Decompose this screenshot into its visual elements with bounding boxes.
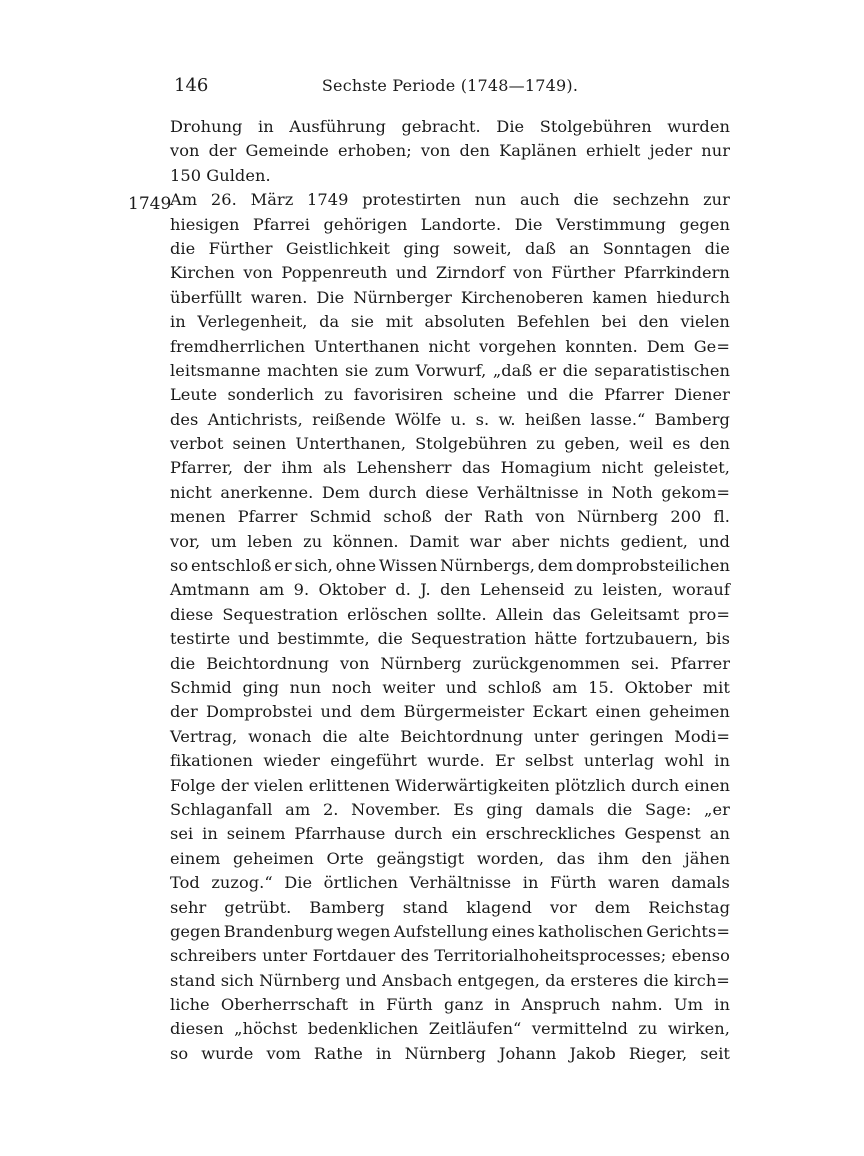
text-line: die Beichtordnung von Nürnberg zurückgenommen sei. Pfarrer: [170, 653, 730, 673]
text-line: vor, um leben zu können. Damit war aber nichts gedient, und: [170, 531, 730, 551]
text-line: überfüllt waren. Die Nürnberger Kirchenoberen kamen hiedurch: [170, 287, 730, 307]
body-text: [170, 115, 730, 1066]
text-line: fremdherrlichen Unterthanen nicht vorgehen konnten. Dem Ge=: [170, 336, 730, 356]
text-line: schreibers unter Fortdauer des Territorialhoheitsprocesses; ebenso: [170, 946, 730, 966]
text-line: des Antichrists, reißende Wölfe u. s. w. heißen lasse.“ Bamberg: [170, 409, 730, 429]
text-line: einem geheimen Orte geängstigt worden, das ihm den jähen: [170, 848, 730, 868]
text-line: Leute sonderlich zu favorisiren scheine und die Pfarrer Diener: [170, 385, 730, 405]
text-line: von der Gemeinde erhoben; von den Kaplänen erhielt jeder nur: [170, 141, 730, 161]
text-line: hiesigen Pfarrei gehörigen Landorte. Die Verstimmung gegen: [170, 214, 730, 234]
text-line: Tod zuzog.“ Die örtlichen Verhältnisse in Fürth waren damals: [170, 873, 730, 893]
text-line: verbot seinen Unterthanen, Stolgebühren zu geben, weil es den: [170, 434, 730, 454]
text-line: so entschloß er sich, ohne Wissen Nürnbergs, dem domprobsteilichen: [170, 556, 730, 576]
margin-year-note: 1749: [128, 194, 172, 214]
text-line: Schmid ging nun noch weiter und schloß am 15. Oktober mit: [170, 677, 730, 697]
text-line: Schlaganfall am 2. November. Es ging damals die Sage: „er: [170, 799, 730, 819]
text-line: Vertrag, wonach die alte Beichtordnung unter geringen Modi=: [170, 726, 730, 746]
text-line: der Domprobstei und dem Bürgermeister Eckart einen geheimen: [170, 702, 730, 722]
text-line: diesen „höchst bedenklichen Zeitläufen“ vermittelnd zu wirken,: [170, 1019, 730, 1039]
text-line: sei in seinem Pfarrhause durch ein erschreckliches Gespenst an: [170, 824, 730, 844]
text-line: Folge der vielen erlittenen Widerwärtigkeiten plötzlich durch einen: [170, 775, 730, 795]
text-line: so wurde vom Rathe in Nürnberg Johann Jakob Rieger, seit: [170, 1043, 730, 1063]
page-number: 146: [174, 75, 209, 96]
text-line: nicht anerkenne. Dem durch diese Verhältnisse in Noth gekom=: [170, 482, 730, 502]
text-line: gegen Brandenburg wegen Aufstellung eines katholischen Gerichts=: [170, 921, 730, 941]
text-line: Pfarrer, der ihm als Lehensherr das Homagium nicht geleistet,: [170, 458, 730, 478]
text-line: diese Sequestration erlöschen sollte. Allein das Geleitsamt pro=: [170, 604, 730, 624]
text-line: Kirchen von Poppenreuth und Zirndorf von Fürther Pfarrkindern: [170, 263, 730, 283]
text-line: sehr getrübt. Bamberg stand klagend vor dem Reichstag: [170, 897, 730, 917]
text-line: in Verlegenheit, da sie mit absoluten Befehlen bei den vielen: [170, 312, 730, 332]
text-line: leitsmanne machten sie zum Vorwurf, „daß er die separatistischen: [170, 360, 730, 380]
text-line: liche Oberherrschaft in Fürth ganz in Anspruch nahm. Um in: [170, 995, 730, 1015]
text-line: Drohung in Ausführung gebracht. Die Stolgebühren wurden: [170, 117, 730, 136]
text-line: menen Pfarrer Schmid schoß der Rath von Nürnberg 200 fl.: [170, 507, 730, 527]
text-line: fikationen wieder eingeführt wurde. Er selbst unterlag wohl in: [170, 751, 730, 771]
text-line: Amtmann am 9. Oktober d. J. den Lehenseid zu leisten, worauf: [170, 580, 730, 600]
running-head: Sechste Periode (1748—1749).: [321, 76, 579, 95]
page-header: [170, 74, 730, 98]
text-line: 150 Gulden.: [170, 165, 271, 185]
text-line: testirte und bestimmte, die Sequestration hätte fortzubauern, bis: [170, 629, 730, 649]
text-line: die Fürther Geistlichkeit ging soweit, daß an Sonntagen die: [170, 238, 730, 258]
text-line: stand sich Nürnberg und Ansbach entgegen, da ersteres die kirch=: [170, 970, 730, 990]
text-line: Am 26. März 1749 protestirten nun auch die sechzehn zur: [170, 190, 730, 210]
